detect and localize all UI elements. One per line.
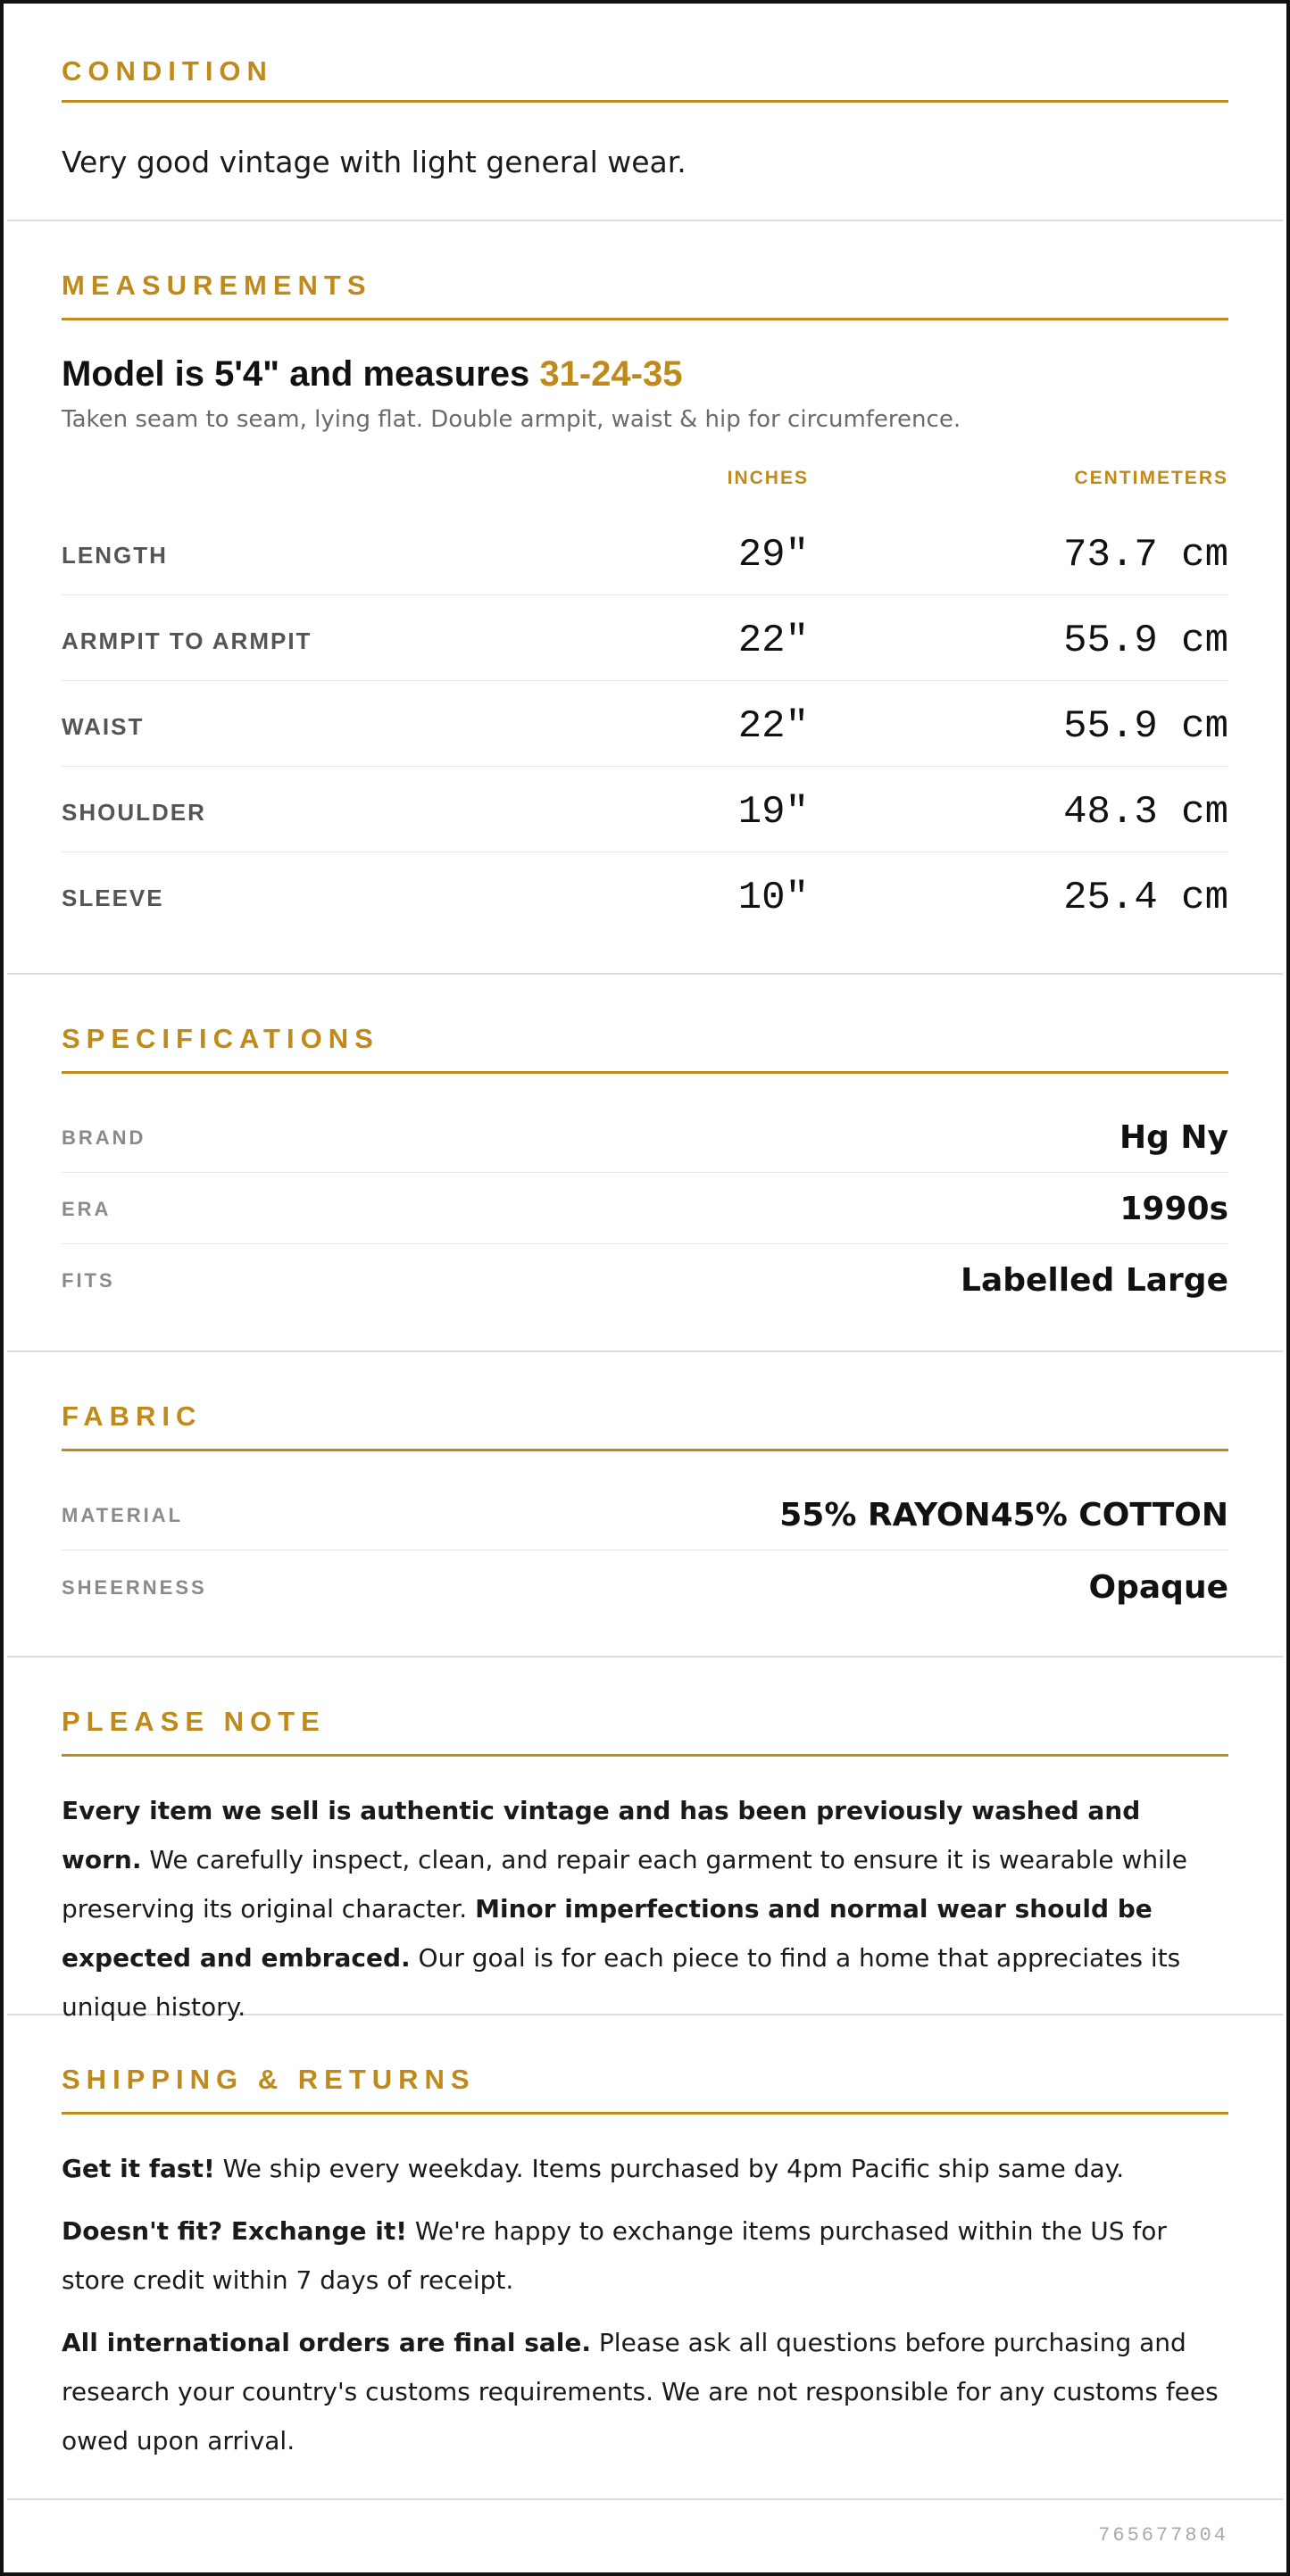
- measurement-row-armpit: [62, 598, 1228, 684]
- measurements-section: [7, 221, 1283, 975]
- fabric-row-material: [62, 1480, 1228, 1551]
- spec-label: ERA: [62, 1198, 112, 1220]
- measurements-title: MEASUREMENTS: [62, 270, 372, 301]
- fabric-title: FABRIC: [62, 1400, 203, 1432]
- measurement-inches: 22": [737, 619, 809, 663]
- fabric-rule: [62, 1449, 1228, 1451]
- fabric-section: [7, 1352, 1283, 1658]
- measurement-inches: 29": [737, 533, 809, 578]
- row-divider: [62, 1172, 1228, 1173]
- measurement-inches: 19": [737, 790, 809, 835]
- spec-value: Labelled Large: [961, 1262, 1228, 1299]
- col-header-centimeters: CENTIMETERS: [1074, 468, 1228, 488]
- fabric-label: MATERIAL: [62, 1504, 184, 1526]
- shipping-p1-text: We ship every weekday. Items purchased by 4pm Pacific ship same day.: [214, 2154, 1125, 2183]
- specifications-rule: [62, 1071, 1228, 1074]
- measurement-label: WAIST: [62, 713, 145, 740]
- shipping-section: [7, 2015, 1283, 2500]
- please-note-bold-2: Minor imperfections and normal wear should be expected and embraced.: [62, 1894, 1153, 1973]
- spec-row-fits: [62, 1245, 1228, 1317]
- please-note-section: [7, 1658, 1283, 2022]
- shipping-p2-bold: Doesn't fit? Exchange it!: [62, 2216, 407, 2246]
- spec-row-brand: [62, 1102, 1228, 1174]
- spec-row-era: [62, 1174, 1228, 1245]
- fabric-value: 55% RAYON45% COTTON: [779, 1497, 1228, 1533]
- measurement-row-length: [62, 512, 1228, 598]
- condition-title: CONDITION: [62, 55, 273, 87]
- measurement-row-waist: [62, 684, 1228, 769]
- row-divider: [62, 1243, 1228, 1244]
- specifications-section: [7, 975, 1283, 1352]
- shipping-p3-text: Please ask all questions before purchasing and research your country's customs requirements. We are not responsible for any customs fees owed upon arrival.: [62, 2328, 1219, 2456]
- spec-value: Hg Ny: [1119, 1119, 1228, 1156]
- condition-section: [7, 4, 1283, 221]
- model-info: [62, 352, 682, 396]
- spec-label: BRAND: [62, 1126, 146, 1149]
- shipping-paragraph-2: [62, 2206, 1228, 2305]
- measurement-cm: 25.4 cm: [1063, 876, 1228, 920]
- col-header-inches: INCHES: [727, 468, 809, 488]
- condition-rule: [62, 100, 1228, 103]
- specifications-title: SPECIFICATIONS: [62, 1023, 379, 1054]
- shipping-p3-bold: All international orders are final sale.: [62, 2328, 592, 2357]
- measurement-row-sleeve: [62, 855, 1228, 941]
- measurement-label: ARMPIT TO ARMPIT: [62, 627, 312, 654]
- measurement-label: LENGTH: [62, 542, 168, 569]
- measurement-row-shoulder: [62, 769, 1228, 855]
- model-measure: 31-24-35: [539, 354, 683, 394]
- please-note-title: PLEASE NOTE: [62, 1706, 326, 1737]
- shipping-rule: [62, 2112, 1228, 2115]
- shipping-paragraph-1: [62, 2144, 1228, 2193]
- row-divider: [62, 766, 1228, 767]
- row-divider: [62, 680, 1228, 681]
- measurement-cm: 73.7 cm: [1063, 533, 1228, 578]
- shipping-title: SHIPPING & RETURNS: [62, 2064, 476, 2095]
- measurement-label: SHOULDER: [62, 799, 206, 826]
- measurement-cm: 48.3 cm: [1063, 790, 1228, 835]
- please-note-rule: [62, 1754, 1228, 1757]
- please-note-text-1: We carefully inspect, clean, and repair each garment to ensure it is wearable while preserving its original character.: [62, 1845, 1187, 1924]
- measurements-note: Taken seam to seam, lying flat. Double armpit, waist & hip for circumference.: [62, 406, 961, 433]
- row-divider: [62, 594, 1228, 595]
- shipping-p2-text: We're happy to exchange items purchased within the US for store credit within 7 days of receipt.: [62, 2216, 1167, 2295]
- model-prefix: Model is 5'4" and measures: [62, 354, 540, 394]
- footer: [7, 2500, 1283, 2572]
- please-note-text: [62, 1786, 1228, 2032]
- sku-number: 765677804: [1098, 2524, 1228, 2547]
- spec-label: FITS: [62, 1269, 115, 1292]
- fabric-value: Opaque: [1088, 1569, 1228, 1606]
- shipping-p1-bold: Get it fast!: [62, 2154, 215, 2183]
- spec-value: 1990s: [1119, 1191, 1228, 1227]
- condition-text: Very good vintage with light general wear.: [62, 145, 687, 179]
- fabric-row-sheerness: [62, 1552, 1228, 1624]
- fabric-label: SHEERNESS: [62, 1576, 207, 1599]
- measurements-rule: [62, 318, 1228, 320]
- measurement-cm: 55.9 cm: [1063, 619, 1228, 663]
- measurement-inches: 10": [737, 876, 809, 920]
- shipping-paragraph-3: [62, 2318, 1228, 2465]
- please-note-text-2: Our goal is for each piece to find a home that appreciates its unique history.: [62, 1943, 1181, 2022]
- measurement-label: SLEEVE: [62, 885, 164, 911]
- measurement-cm: 55.9 cm: [1063, 704, 1228, 749]
- measurement-inches: 22": [737, 704, 809, 749]
- please-note-bold-1: Every item we sell is authentic vintage and has been previously washed and worn.: [62, 1796, 1141, 1874]
